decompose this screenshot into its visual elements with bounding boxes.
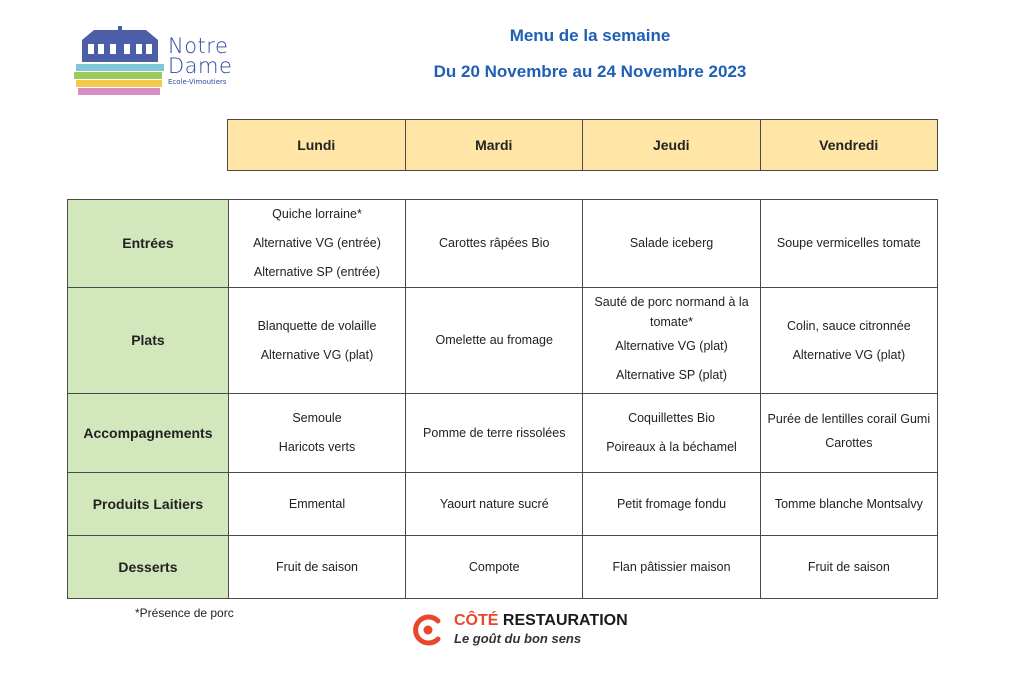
caterer-tagline: Le goût du bon sens xyxy=(454,631,582,646)
menu-item: Alternative VG (plat) xyxy=(260,347,374,362)
menu-item: Pomme de terre rissolées xyxy=(423,425,566,440)
menu-item: Alternative VG (entrée) xyxy=(253,236,381,250)
menu-item: Poireaux à la béchamel xyxy=(606,440,737,454)
menu-item: Purée de lentilles corail Gumi xyxy=(767,411,931,426)
menu-item: Carottes râpées Bio xyxy=(439,236,550,250)
menu-item: Omelette au fromage xyxy=(435,333,553,347)
table-row xyxy=(68,288,938,394)
cote-restauration-c-icon xyxy=(412,614,444,646)
menu-item: Fruit de saison xyxy=(807,559,890,574)
day-header-vendredi: Vendredi xyxy=(760,120,938,171)
menu-item: Alternative VG (plat) xyxy=(792,347,906,362)
menu-cell xyxy=(583,394,760,473)
menu-cell xyxy=(406,394,583,473)
menu-cell xyxy=(583,536,760,599)
caterer-logo xyxy=(412,610,672,650)
caterer-name-rest: RESTAURATION xyxy=(498,612,628,629)
menu-cell xyxy=(760,200,937,288)
row-label-plats: Plats xyxy=(68,288,229,394)
table-row xyxy=(68,536,938,599)
menu-cell xyxy=(760,473,937,536)
menu-item: Soupe vermicelles tomate xyxy=(776,236,921,250)
date-range: Du 20 Novembre au 24 Novembre 2023 xyxy=(433,62,747,81)
menu-item: Haricots verts xyxy=(278,440,356,454)
menu-item: Tomme blanche Montsalvy xyxy=(774,497,923,511)
menu-item: Salade iceberg xyxy=(629,236,714,250)
menu-cell xyxy=(228,473,405,536)
page-title: Menu de la semaine xyxy=(509,26,671,45)
menu-cell xyxy=(228,288,405,394)
table-row xyxy=(68,473,938,536)
caterer-name xyxy=(454,612,628,630)
menu-item: Quiche lorraine* xyxy=(272,207,362,221)
menu-cell xyxy=(228,394,405,473)
menu-cell xyxy=(406,536,583,599)
menu-cell xyxy=(760,288,937,394)
menu-table xyxy=(67,199,938,599)
footnote: *Présence de porc xyxy=(135,606,234,620)
menu-item: Semoule xyxy=(292,411,342,425)
menu-cell xyxy=(406,200,583,288)
day-header-mardi: Mardi xyxy=(405,120,583,171)
menu-cell xyxy=(583,200,760,288)
row-label-entrees: Entrées xyxy=(68,200,229,288)
menu-item: Alternative SP (plat) xyxy=(616,367,727,382)
day-header-row xyxy=(227,119,938,171)
menu-item: Fruit de saison xyxy=(276,559,358,574)
row-label-accompagnements: Accompagnements xyxy=(68,394,229,473)
logo-text xyxy=(168,36,232,86)
menu-cell xyxy=(760,536,937,599)
day-header-lundi: Lundi xyxy=(228,120,406,171)
logo-line-2: Dame xyxy=(168,54,233,78)
menu-cell xyxy=(228,536,405,599)
menu-cell xyxy=(406,473,583,536)
logo-line-1: Notre xyxy=(168,34,229,58)
menu-cell xyxy=(406,288,583,394)
menu-item: Alternative VG (plat) xyxy=(615,338,728,353)
menu-item: Coquillettes Bio xyxy=(628,411,715,425)
menu-cell xyxy=(583,473,760,536)
menu-item: Yaourt nature sucré xyxy=(439,496,549,511)
menu-item: Petit fromage fondu xyxy=(616,496,727,511)
menu-item: Colin, sauce citronnée xyxy=(786,318,911,333)
menu-item: Carottes xyxy=(825,435,873,450)
logo-subtitle: Ecole-Vimoutiers xyxy=(168,78,227,86)
school-building-icon xyxy=(74,26,166,100)
menu-cell xyxy=(228,200,405,288)
menu-cell xyxy=(760,394,937,473)
menu-item: Flan pâtissier maison xyxy=(612,559,731,574)
menu-item: Compote xyxy=(468,559,520,574)
menu-item: Emmental xyxy=(288,496,346,511)
table-row xyxy=(68,200,938,288)
day-header-jeudi: Jeudi xyxy=(583,120,761,171)
menu-cell xyxy=(583,288,760,394)
school-logo xyxy=(74,26,234,104)
menu-item: Blanquette de volaille xyxy=(257,318,377,333)
caterer-name-accent: CÔTÉ xyxy=(454,612,499,629)
table-row xyxy=(68,394,938,473)
menu-item: Sauté de porc normand à la tomate* xyxy=(594,294,749,329)
row-label-desserts: Desserts xyxy=(68,536,229,599)
row-label-produits-laitiers: Produits Laitiers xyxy=(68,473,229,536)
menu-item: Alternative SP (entrée) xyxy=(253,265,381,279)
